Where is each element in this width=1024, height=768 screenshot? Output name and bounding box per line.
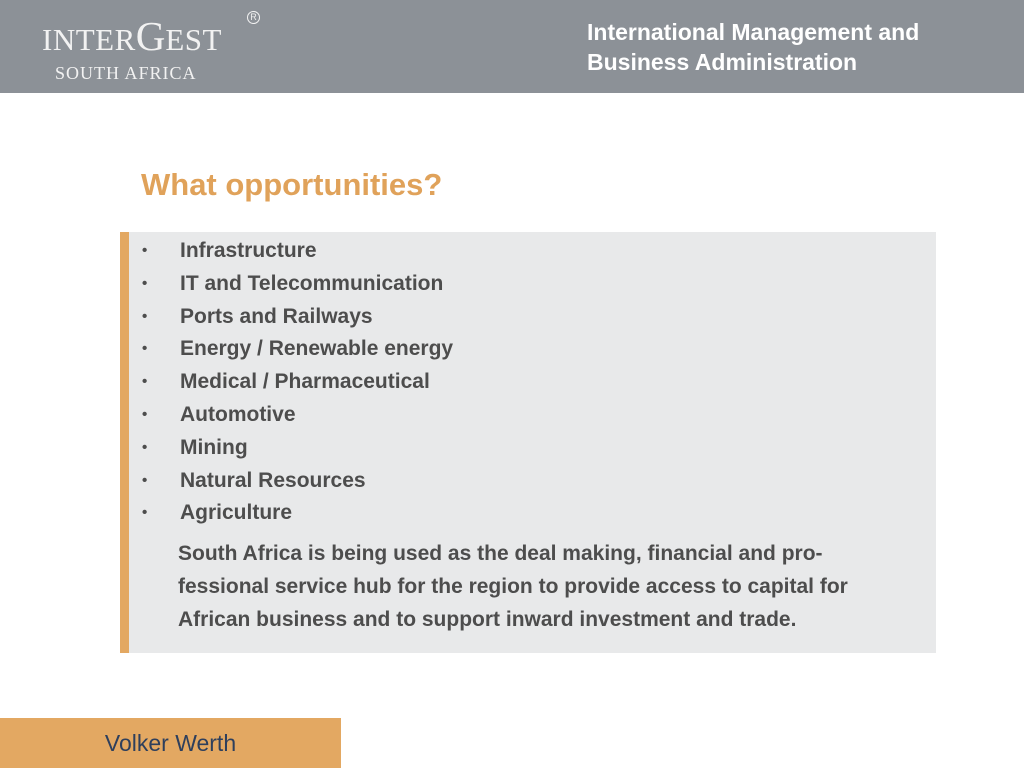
logo-wordmark	[42, 13, 222, 59]
logo-text-inter: INTER	[42, 22, 136, 57]
bullet-icon: •	[142, 471, 148, 489]
logo-text-est: EST	[165, 22, 222, 57]
logo-subtitle: SOUTH AFRICA	[55, 63, 197, 83]
header-title	[587, 17, 1007, 77]
bullet-icon: •	[142, 438, 148, 456]
bullet-icon: •	[142, 504, 148, 522]
intergest-logo	[42, 8, 282, 88]
content-panel	[120, 232, 936, 653]
list-item-label: Infrastructure	[180, 239, 317, 262]
footer-name-box	[0, 718, 341, 768]
bullet-icon: •	[142, 274, 148, 292]
list-item-label: Mining	[180, 435, 248, 459]
list-item-label: Energy / Renewable energy	[180, 337, 454, 361]
registered-mark-icon: R	[247, 11, 260, 24]
list-item-label: Ports and Railways	[180, 304, 373, 328]
bullet-icon: •	[142, 373, 148, 391]
header-bar	[0, 0, 1024, 93]
list-item-label: Medical / Pharmaceutical	[180, 370, 430, 394]
logo-text-g: G	[135, 13, 166, 59]
header-title-line: Business Administration	[587, 49, 858, 75]
accent-bar	[120, 232, 129, 653]
paragraph-line: fessional service hub for the region to provide access to capital for	[178, 574, 848, 598]
header-title-line: International Management and	[587, 19, 920, 45]
list-item-label: Agriculture	[180, 501, 293, 525]
presenter-name: Volker Werth	[104, 730, 237, 756]
list-item-label: Automotive	[180, 402, 296, 426]
list-item-label: IT and Telecommunication	[180, 271, 444, 295]
bullet-icon: •	[142, 405, 148, 423]
summary-paragraph	[178, 538, 918, 636]
slide-title: What opportunities?	[141, 167, 443, 202]
list-item-label: Natural Resources	[180, 468, 366, 492]
bullet-icon: •	[142, 340, 148, 358]
paragraph-line: African business and to support inward investment and trade.	[178, 607, 797, 631]
paragraph-line: South Africa is being used as the deal making, financial and pro-	[178, 542, 823, 565]
bullet-icon: •	[142, 242, 148, 259]
bullet-icon: •	[142, 307, 148, 325]
